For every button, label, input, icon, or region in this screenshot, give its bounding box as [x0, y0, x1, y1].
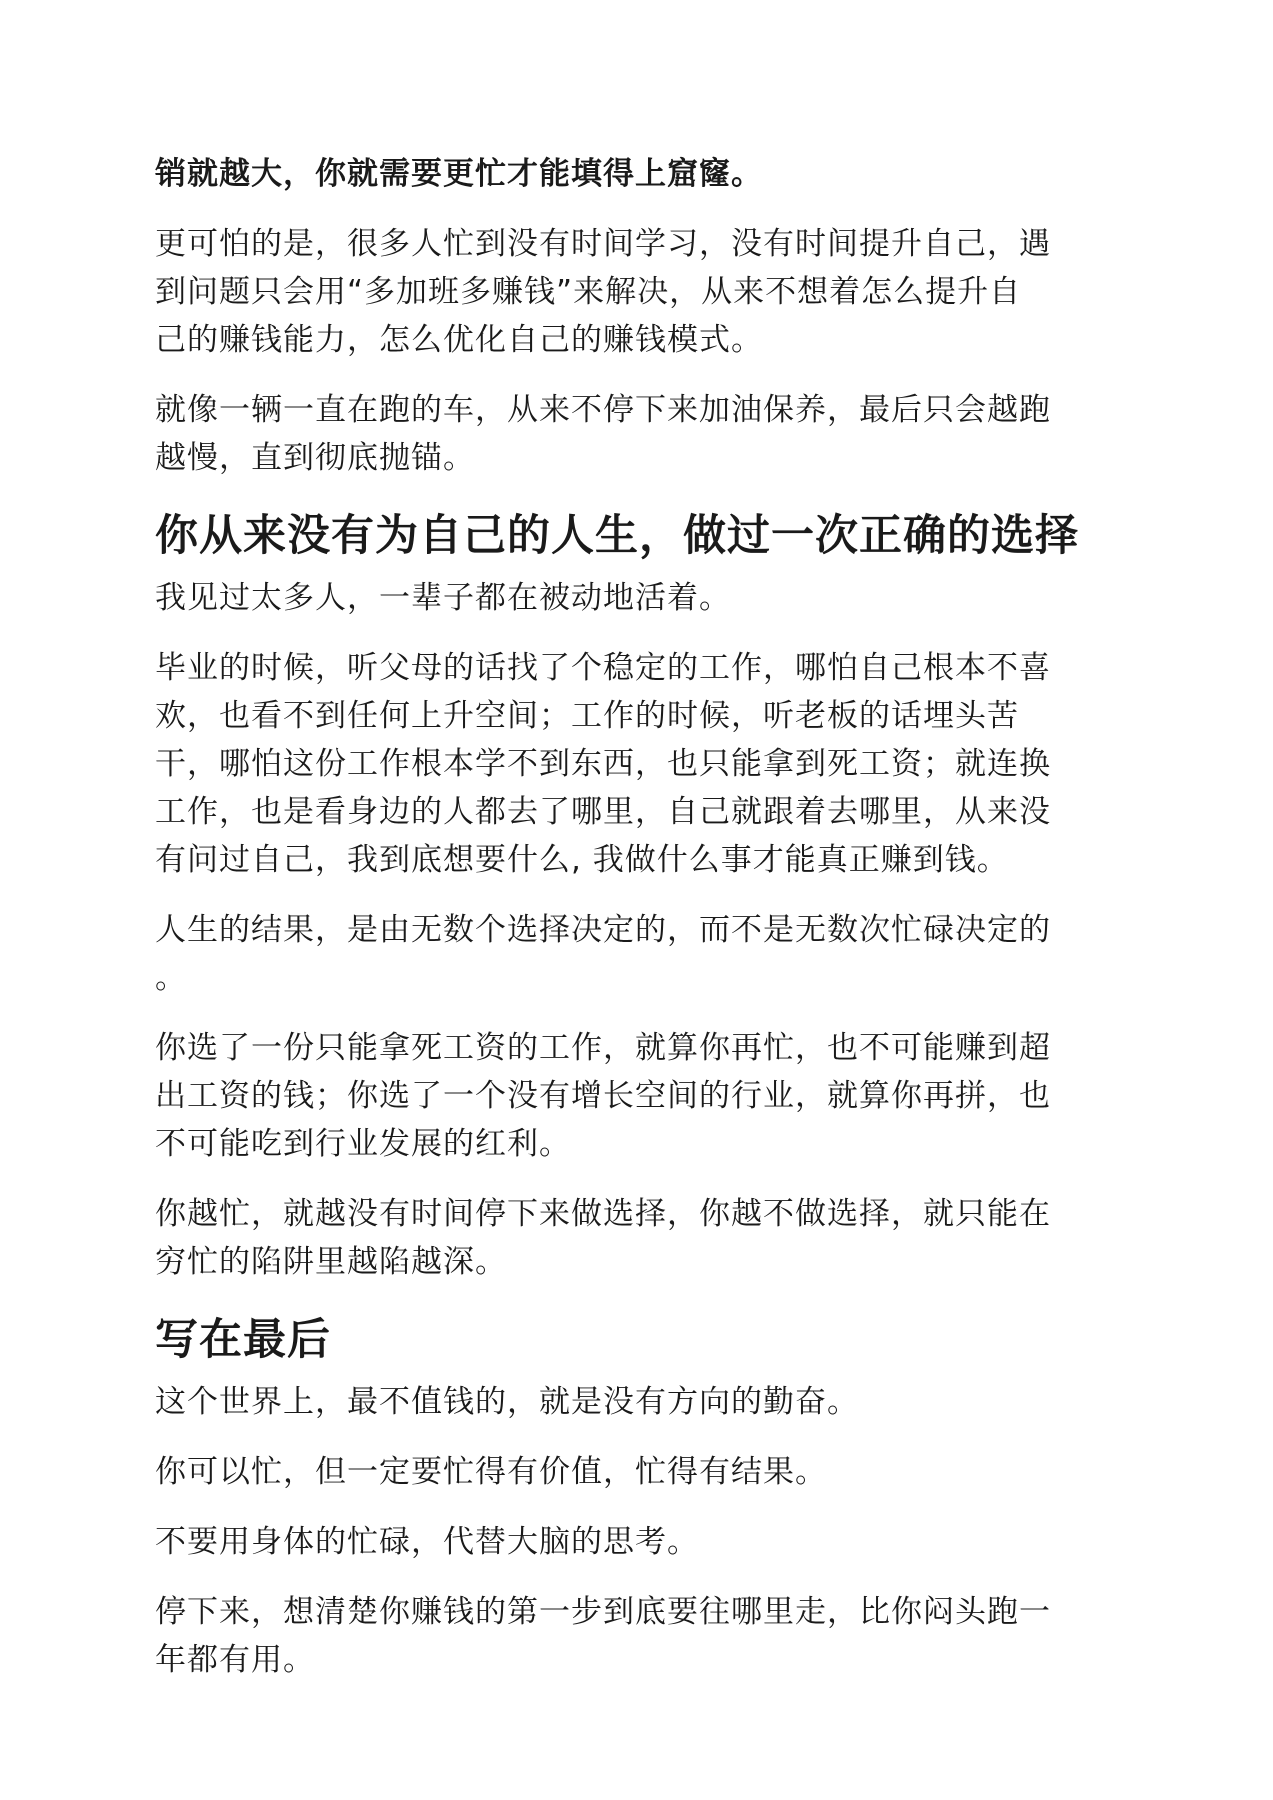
paragraph-line: 干，哪怕这份工作根本学不到东西，也只能拿到死工资；就连换 — [155, 746, 1051, 782]
paragraph — [155, 1518, 1135, 1566]
paragraph — [155, 644, 1135, 884]
paragraph-line: 不要用身体的忙碌，代替大脑的思考。 — [155, 1524, 699, 1560]
paragraph-line: 更可怕的是，很多人忙到没有时间学习，没有时间提升自己，遇 — [155, 226, 1051, 262]
paragraph-line: 欢，也看不到任何上升空间；工作的时候，听老板的话埋头苦 — [155, 698, 1019, 734]
paragraph-line: 毕业的时候，听父母的话找了个稳定的工作，哪怕自己根本不喜 — [155, 650, 1051, 686]
paragraph — [155, 1588, 1135, 1684]
paragraph — [155, 1024, 1135, 1168]
paragraph — [155, 1448, 1135, 1496]
paragraph-line: 这个世界上，最不值钱的，就是没有方向的勤奋。 — [155, 1384, 859, 1420]
paragraph-line: 。 — [155, 960, 187, 996]
paragraph-line: 出工资的钱；你选了一个没有增长空间的行业，就算你再拼，也 — [155, 1078, 1051, 1114]
paragraph-line: 己的赚钱能力，怎么优化自己的赚钱模式。 — [155, 322, 763, 358]
paragraph — [155, 220, 1135, 364]
section-heading: 写在最后 — [155, 1315, 331, 1365]
paragraph-line: 我见过太多人，一辈子都在被动地活着。 — [155, 580, 731, 616]
paragraph-line: 到问题只会用“多加班多赚钱”来解决，从来不想着怎么提升自 — [155, 274, 1022, 310]
paragraph-line: 你选了一份只能拿死工资的工作，就算你再忙，也不可能赚到超 — [155, 1030, 1051, 1066]
paragraph — [155, 906, 1135, 1002]
paragraph — [155, 574, 1135, 622]
paragraph-line: 年都有用。 — [155, 1642, 315, 1678]
paragraph-line: 越慢，直到彻底抛锚。 — [155, 440, 475, 476]
paragraph — [155, 1190, 1135, 1286]
paragraph-line: 销就越大，你就需要更忙才能填得上窟窿。 — [155, 156, 763, 192]
paragraph-line: 工作，也是看身边的人都去了哪里，自己就跟着去哪里，从来没 — [155, 794, 1051, 830]
article-body — [155, 150, 1135, 1706]
bold-paragraph — [155, 150, 1135, 198]
paragraph — [155, 386, 1135, 482]
paragraph-line: 有问过自己，我到底想要什么, 我做什么事才能真正赚到钱。 — [155, 842, 1009, 878]
paragraph-line: 不可能吃到行业发展的红利。 — [155, 1126, 571, 1162]
paragraph — [155, 1378, 1135, 1426]
paragraph-line: 人生的结果，是由无数个选择决定的，而不是无数次忙碌决定的 — [155, 912, 1051, 948]
paragraph-line: 你可以忙，但一定要忙得有价值，忙得有结果。 — [155, 1454, 827, 1490]
paragraph-line: 就像一辆一直在跑的车，从来不停下来加油保养，最后只会越跑 — [155, 392, 1051, 428]
paragraph-line: 你越忙，就越没有时间停下来做选择，你越不做选择，就只能在 — [155, 1196, 1051, 1232]
paragraph-line: 停下来，想清楚你赚钱的第一步到底要往哪里走，比你闷头跑一 — [155, 1594, 1051, 1630]
section-heading: 你从来没有为自己的人生，做过一次正确的选择 — [155, 511, 1079, 561]
paragraph-line: 穷忙的陷阱里越陷越深。 — [155, 1244, 507, 1280]
